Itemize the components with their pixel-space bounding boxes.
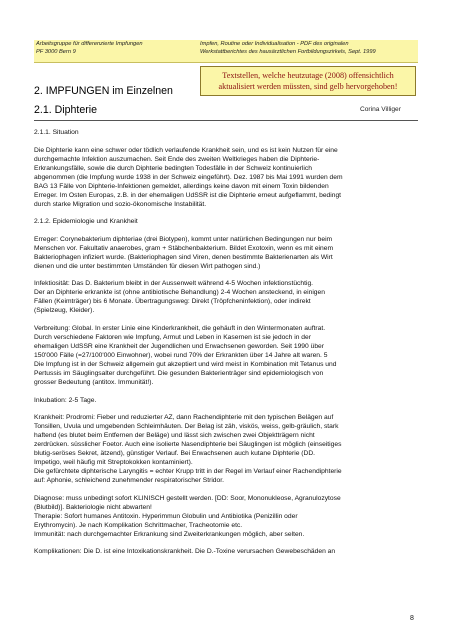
paragraph	[34, 146, 418, 209]
text-line: Fällen (Keimträger) bis 6 Monate. Übertragungsweg: Direkt (Tröpfcheninfektion), oder indirekt	[34, 298, 311, 306]
paragraph	[34, 235, 418, 271]
text-line: Tonsillen, Uvula und umgebenden Schleimhäuten. Der Belag ist zäh, viskös, weiss, gelb-gräulich, stark	[34, 423, 339, 431]
text-line: Immunität: nach durchgemachter Erkrankung sind Zweiterkrankungen möglich, aber selten.	[34, 530, 305, 538]
section-title: 2.1. Diphterie	[34, 104, 98, 116]
text-line: Inkubation: 2-5 Tage.	[34, 396, 97, 404]
paragraph	[34, 494, 418, 539]
paragraph	[34, 128, 418, 137]
text-line: Die Impfung ist in der Schweiz allgemein gut akzeptiert und wird meist in Kombination mit Tetanus und	[34, 360, 337, 368]
text-line: blutig-seröses Sekret, ätzend), günstiger Verlauf. Bei Erwachsenen auch kutane Diphterie (DD.	[34, 450, 316, 458]
body-text	[34, 128, 418, 565]
text-line: (Blutbild)]. Bakteriologie nicht abwarten!	[34, 503, 152, 511]
text-line: zerdrücken. süsslicher Foetor. Auch eine isolierte Nasendiphterie bei Säuglingen ist möglich (einseitiges	[34, 441, 342, 449]
author-name: Corina Villiger	[360, 106, 401, 113]
text-line: Therapie: Sofort humanes Antitoxin. Hyperimmun Globulin und Antibiotika (Penizillin oder	[34, 512, 298, 520]
page-number: 8	[410, 615, 414, 622]
text-line: 150'000 Fälle (=27/100'000 Einwohner), wobei rund 70% der Erkrankten über 14 Jahre alt waren. 5	[34, 351, 328, 359]
text-line: grosser Bedeutung (antitox. Immunität!).	[34, 378, 154, 386]
text-line: Komplikationen: Die D. ist eine Intoxikationskrankheit. Die D.-Toxine verursachen Gewebeschäden an	[34, 548, 336, 556]
highlight-notice: Textstellen, welche heutzutage (2008) offensichtlich aktualisiert werden müssten, sind gelb hervorgehoben!	[200, 66, 416, 96]
title-divider	[34, 120, 418, 121]
text-line: Verbreitung: Global. In erster Linie eine Kinderkrankheit, die gehäuft in den Wintermonaten auftrat.	[34, 324, 326, 332]
header-source: Impfen, Routine oder Individualisation - PDF des originalen Werkstattberichtes des hausärztlichen Fortbildungszirkels, Sept. 1999	[200, 41, 376, 55]
text-line: Erythromycin). Je nach Komplikation Schrittmacher, Tracheotomie etc.	[34, 521, 243, 529]
text-line: dienen und die unter bestimmten Umständen für diesen Wirt pathogen sind.)	[34, 262, 261, 270]
text-line: Erreger. Im Osten Europas, z.B. in der ehemaligen UdSSR ist die Diphterie erneut aufgeflammt, bedingt	[34, 191, 342, 199]
text-line: durchgemachte Infektion auszumachen. Seit Ende des zweiten Weltkrieges haben die Diphterie-	[34, 155, 320, 163]
text-line: ehemaligen UdSSR eine Krankheit der Jugendlichen und Erwachsenen geworden. Seit 1990 über	[34, 342, 324, 350]
header-organization: Arbeitsgruppe für differenzierte Impfungen PF 3000 Bern 9	[36, 41, 143, 55]
text-line: Krankheit: Prodromi: Fieber und reduzierter AZ, dann Rachendiphterie mit den typischen Belägen auf	[34, 414, 334, 422]
paragraph	[34, 279, 418, 315]
paragraph	[34, 217, 418, 226]
paragraph	[34, 547, 418, 556]
text-line: durch starke Migration und sozio-ökonomische Instabilität.	[34, 200, 207, 208]
text-line: 2.1.1. Situation	[34, 129, 79, 136]
text-line: Erkrankungsfälle, sowie die durch Diphterie bedingten Todesfälle in der Schweiz kontinuierlich	[34, 164, 312, 172]
text-line: abgenommen (die Impfung wurde 1938 in der Schweiz eingeführt). Dez. 1987 bis Mai 1991 wurden dem	[34, 173, 343, 181]
text-line: auf: Aphonie, schleichend zunehmender respiratorischer Stridor.	[34, 477, 224, 485]
text-line: Bakteriophagen infiziert wurde. (Bakteriophagen sind Viren, denen bestimmte Bakterienarten als Wirt	[34, 253, 333, 261]
paragraph	[34, 324, 418, 387]
text-line: Infektiosität: Das D. Bakterium bleibt in der Aussenwelt während 4-5 Wochen infektionstüchtig.	[34, 280, 314, 288]
text-line: Die gefürchtete diphterische Laryngitis = echter Krupp tritt in der Regel im Verlauf einer Rachendiphterie	[34, 468, 342, 476]
text-line: Diagnose: muss unbedingt sofort KLINISCH gestellt werden. [DD: Soor, Mononukleose, Agranulozytose	[34, 494, 341, 502]
text-line: (Spielzeug, Kleider).	[34, 307, 95, 315]
paragraph	[34, 396, 418, 405]
chapter-title: 2. IMPFUNGEN im Einzelnen	[34, 85, 173, 97]
text-line: Menschen vor. Fakultativ anaerobes, gram + Stäbchenbakterium. Bildet Exotoxin, wenn es mit einem	[34, 244, 334, 252]
text-line: Impetigo, weil häufig mit Streptokokken kontaminiert).	[34, 459, 193, 467]
text-line: Die Diphterie kann eine schwer oder tödlich verlaufende Krankheit sein, und es ist kein Nutzen für eine	[34, 146, 338, 154]
text-line: 2.1.2. Epidemiologie und Krankheit	[34, 218, 138, 226]
text-line: Der an Diphterie erkrankte ist (ohne antibiotische Behandlung) 2-4 Wochen ansteckend, in einigen	[34, 289, 325, 297]
paragraph	[34, 413, 418, 485]
text-line: BAG 13 Fälle von Diphterie-Infektionen gemeldet, allerdings keine davon mit einem Toxin bildenden	[34, 182, 329, 190]
text-line: Erreger: Corynebakterium diphteriae (drei Biotypen), kommt unter natürlichen Bedingungen nur beim	[34, 235, 333, 243]
text-line: haftend (es blutet beim Entfernen der Beläge) und lässt sich zwischen zwei Objektträgern nicht	[34, 432, 315, 440]
text-line: Pertussis im Säuglingsalter durchgeführt. Die gesunden Bakterienträger sind epidemiologisch von	[34, 369, 324, 377]
text-line: Durch verschiedene Faktoren wie Impfung, Armut und Leben in Kasernen ist sie jedoch in der	[34, 333, 311, 341]
